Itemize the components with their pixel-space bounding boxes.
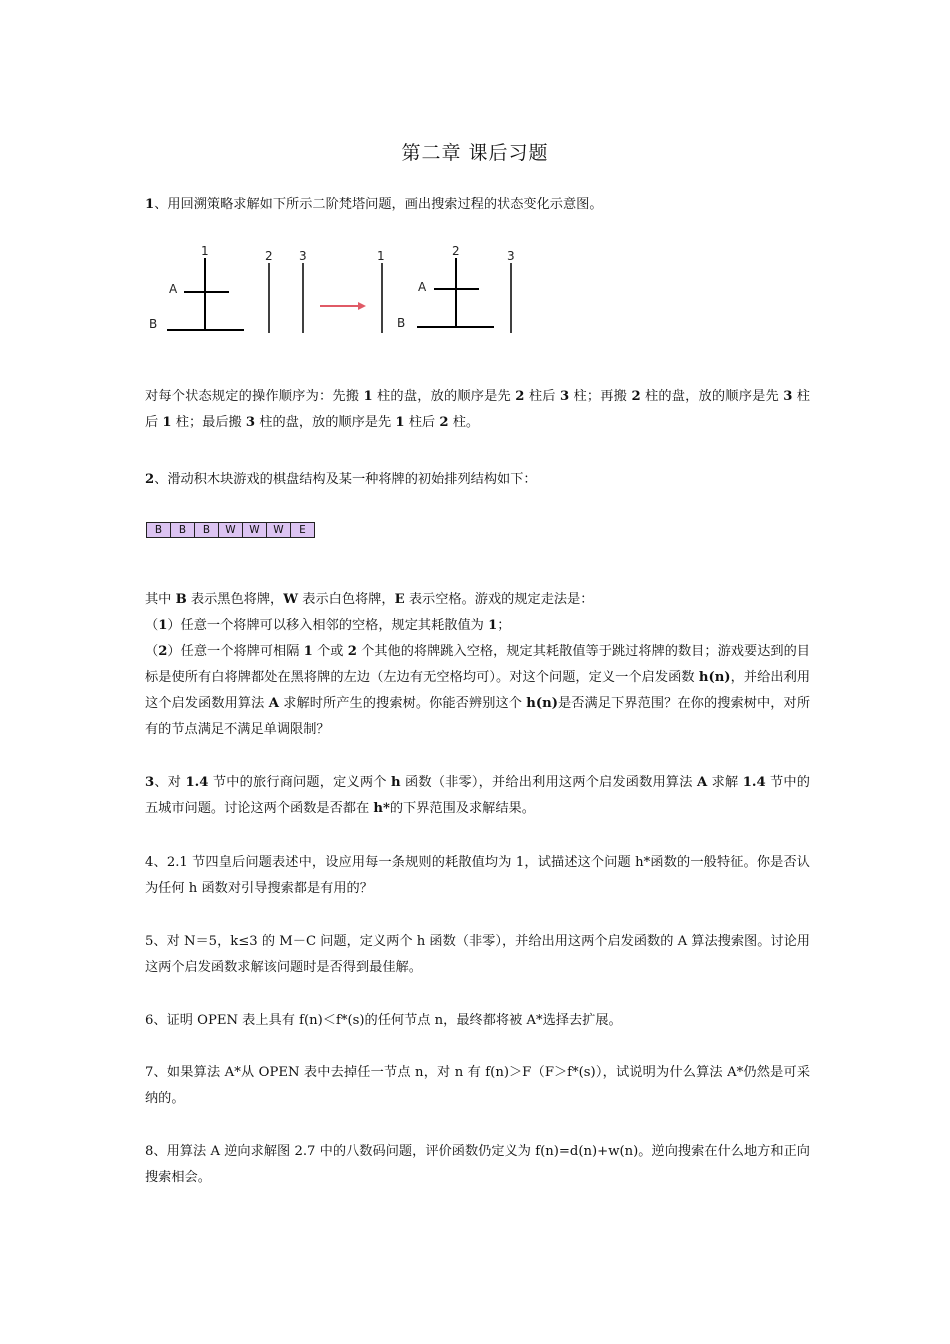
bold-text: 1.4 bbox=[185, 775, 209, 790]
question-1-rule bbox=[145, 384, 810, 436]
peg-label-1: 1 bbox=[201, 244, 209, 258]
text-run: 、对 bbox=[154, 775, 186, 790]
bold-text: A bbox=[696, 775, 708, 790]
text-run: 柱；再搬 bbox=[569, 389, 632, 404]
disk-label-a: A bbox=[418, 280, 427, 294]
text-run: ）任意一个将牌可以移入相邻的空格，规定其耗散值为 bbox=[167, 618, 489, 633]
text-run: 表示白色将牌， bbox=[298, 592, 395, 607]
bold-text: 1 bbox=[162, 415, 172, 430]
hanoi-state-after-move bbox=[377, 244, 515, 333]
text-run: 表示黑色将牌， bbox=[186, 592, 284, 607]
bold-text: B bbox=[175, 592, 187, 607]
text-run: 其中 bbox=[145, 592, 176, 607]
question-number: 1 bbox=[145, 197, 155, 212]
text-run: 求解 bbox=[707, 775, 743, 790]
question-number: 2 bbox=[145, 472, 155, 487]
text-run: ，并给出利用这个启发函数用算法 bbox=[145, 670, 811, 711]
page-title: 第二章 课后习题 bbox=[401, 142, 549, 164]
bold-text: 2 bbox=[347, 644, 357, 659]
tile-b: B bbox=[170, 522, 195, 538]
bold-text: 1 bbox=[303, 644, 313, 659]
bold-text: h(n) bbox=[526, 696, 558, 711]
disk-label-b: B bbox=[397, 316, 406, 330]
bold-text: 3 bbox=[145, 775, 155, 790]
text-run: 个或 bbox=[312, 644, 348, 659]
text-run: 柱后 bbox=[145, 389, 810, 430]
bold-text: h bbox=[391, 775, 401, 790]
bold-text: 2 bbox=[515, 389, 525, 404]
text-run: 柱后 bbox=[404, 415, 440, 430]
transition-arrow bbox=[320, 302, 366, 310]
question-1 bbox=[145, 192, 810, 218]
text-run: 的下界范围及求解结果。 bbox=[389, 801, 535, 816]
hanoi-state-initial bbox=[149, 244, 307, 333]
text-run: 节中的五城市问题。讨论这两个函数是否都在 bbox=[145, 775, 810, 816]
disk-label-b: B bbox=[149, 317, 158, 331]
question-5: 5、对 N＝5，k≤3 的 M－C 问题，定义两个 h 函数（非零），并给出用这两个启发函数的 A 算法搜索图。讨论用这两个启发函数求解该问题时是否得到最佳解。 bbox=[145, 934, 810, 975]
bold-text: 2 bbox=[631, 389, 641, 404]
bold-text: 1 bbox=[488, 618, 498, 633]
text-run: 是否满足下界范围？在你的搜索树中，对所有的节点满足不满足单调限制？ bbox=[145, 696, 811, 737]
question-7: 7、如果算法 A*从 OPEN 表中去掉任一节点 n，对 n 有 f(n)＞F（F＞f*(s)），试说明为什么算法 A*仍然是可采纳的。 bbox=[145, 1065, 810, 1106]
bold-text: A bbox=[268, 696, 279, 711]
tile-b: B bbox=[194, 522, 219, 538]
bold-text: 1 bbox=[158, 618, 168, 633]
text-run: 柱。 bbox=[448, 415, 480, 430]
text-run: ； bbox=[497, 618, 511, 633]
peg-label-2: 2 bbox=[452, 244, 460, 258]
text-run: 个其他的将牌跳入空格，规定其耗散值等于跳过将牌的数目；游戏要达到的目标是使所有白将牌都处在黑将牌的左边（左边有无空格均可）。对这个问题，定义一个启发函数 bbox=[145, 644, 810, 685]
question-text: 、用回溯策略求解如下所示二阶梵塔问题，画出搜索过程的状态变化示意图。 bbox=[154, 197, 603, 212]
text-run: （ bbox=[145, 618, 159, 633]
bold-text: W bbox=[283, 592, 299, 607]
bold-text: 2 bbox=[439, 415, 449, 430]
peg-label-3: 3 bbox=[299, 249, 307, 263]
bold-text: E bbox=[394, 592, 405, 607]
tile-b: B bbox=[146, 522, 171, 538]
tile-w: W bbox=[266, 522, 291, 538]
text-run: 对每个状态规定的操作顺序为：先搬 bbox=[145, 389, 364, 404]
text-run: ）任意一个将牌可相隔 bbox=[167, 644, 304, 659]
text-run: 节中的旅行商问题，定义两个 bbox=[208, 775, 392, 790]
bold-text: 1 bbox=[363, 389, 373, 404]
bold-text: 2 bbox=[158, 644, 168, 659]
peg-label-2: 2 bbox=[265, 249, 273, 263]
question-text: 、滑动积木块游戏的棋盘结构及某一种将牌的初始排列结构如下： bbox=[154, 472, 537, 487]
tile-board bbox=[146, 522, 314, 538]
bold-text: h(n) bbox=[698, 670, 731, 685]
bold-text: 3 bbox=[245, 415, 256, 430]
text-run: 求解时所产生的搜索树。你能否辨别这个 bbox=[278, 696, 527, 711]
text-run: 柱的盘，放的顺序是先 bbox=[372, 389, 516, 404]
question-3 bbox=[145, 770, 810, 822]
question-4: 4、2.1 节四皇后问题表述中，设应用每一条规则的耗散值均为 1，试描述这个问题 h*函数的一般特征。你是否认为任何 h 函数对引导搜索都是有用的？ bbox=[145, 855, 810, 896]
question-8: 8、用算法 A 逆向求解图 2.7 中的八数码问题，评价函数仍定义为 f(n)=d(n)+w(n)。逆向搜索在什么地方和正向搜索相会。 bbox=[145, 1144, 810, 1185]
bold-text: 1.4 bbox=[742, 775, 766, 790]
tile-e: E bbox=[290, 522, 315, 538]
text-run: 柱的盘，放的顺序是先 bbox=[640, 389, 784, 404]
text-run: （ bbox=[145, 644, 159, 659]
text-run: 柱后 bbox=[524, 389, 560, 404]
tile-w: W bbox=[218, 522, 243, 538]
disk-label-a: A bbox=[169, 282, 178, 296]
bold-text: 1 bbox=[395, 415, 405, 430]
text-run: 柱；最后搬 bbox=[171, 415, 246, 430]
tower-of-hanoi-figure bbox=[140, 238, 530, 338]
peg-label-1: 1 bbox=[377, 249, 385, 263]
question-2 bbox=[145, 467, 810, 493]
text-run: 函数（非零），并给出利用这两个启发函数用算法 bbox=[400, 775, 697, 790]
text-run: 表示空格。游戏的规定走法是： bbox=[404, 592, 594, 607]
bold-text: 3 bbox=[783, 389, 793, 404]
tile-w: W bbox=[242, 522, 267, 538]
bold-text: h* bbox=[373, 801, 390, 816]
question-2-body bbox=[145, 587, 810, 743]
question-6: 6、证明 OPEN 表上具有 f(n)＜f*(s)的任何节点 n，最终都将被 A*选择去扩展。 bbox=[145, 1013, 622, 1028]
bold-text: 3 bbox=[559, 389, 570, 404]
text-run: 柱的盘，放的顺序是先 bbox=[255, 415, 396, 430]
peg-label-3: 3 bbox=[507, 249, 515, 263]
